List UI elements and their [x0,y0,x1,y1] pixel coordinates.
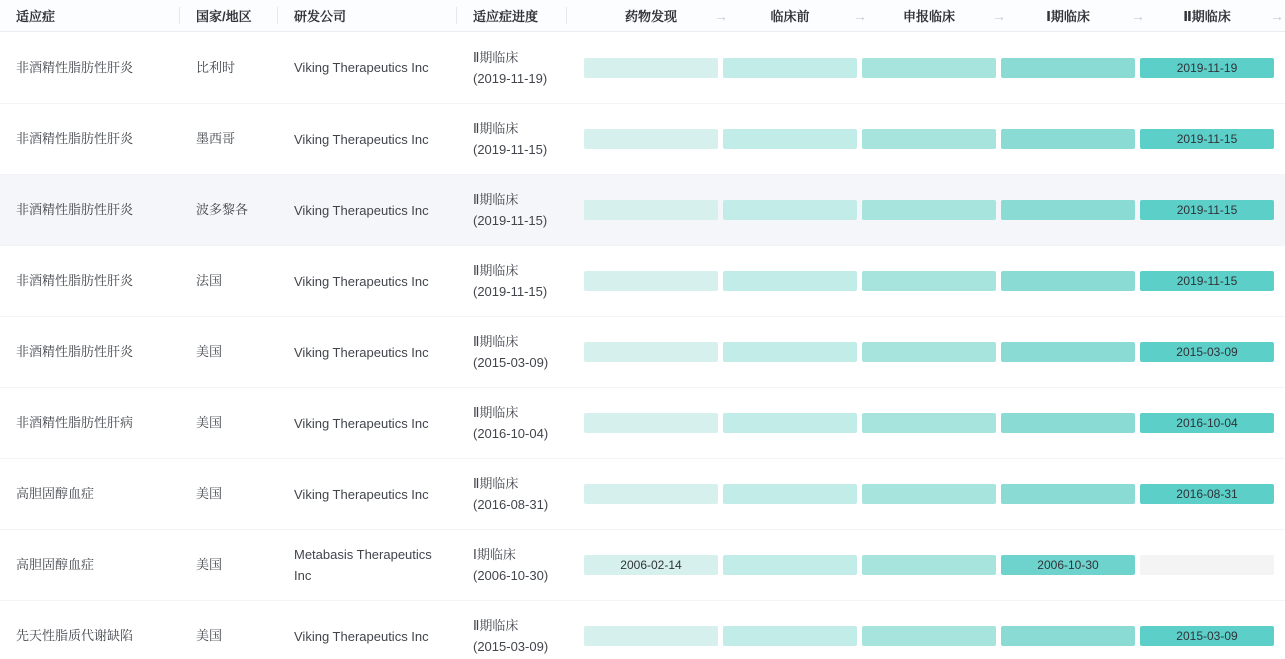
progress-date-label: (2019-11-15) [473,213,548,228]
cell-company [278,271,457,292]
table-row[interactable] [0,316,1285,387]
company-label: Viking Therapeutics Inc [294,628,429,644]
progress-stage-label: Ⅰ期临床 [473,547,516,562]
progress-stage-label: Ⅱ期临床 [473,121,519,136]
cell-country [180,58,278,78]
column-header-indication [0,0,180,31]
pipeline-segment-stage3 [862,271,996,291]
progress-date-label: (2019-11-19) [473,70,548,86]
table-header [0,0,1285,32]
arrow-right-icon: → [1270,7,1284,24]
segment-date-label: 2019-11-15 [1176,203,1238,217]
arrow-right-icon: → [1131,7,1145,24]
segment-date-label: 2016-08-31 [1176,487,1238,501]
segment-date-label: 2015-03-09 [1176,345,1238,359]
pipeline-segment-stage5 [1140,626,1274,646]
pipeline-segment-stage2 [723,342,857,362]
pipeline-segment-stage4 [1001,555,1135,575]
cell-company [278,544,457,586]
column-header-label: 国家/地区 [196,9,252,24]
country-label: 波多黎各 [196,202,249,217]
pipeline-segment-stage5 [1140,484,1274,504]
pipeline-segment-stage2 [723,271,857,291]
table-row[interactable] [0,32,1285,103]
pipeline-bar [567,555,1285,575]
cell-indication [0,271,180,291]
segment-date-label: 2006-02-14 [620,558,682,572]
column-header-progress [457,0,567,31]
pipeline-segment-stage4 [1001,626,1135,646]
arrow-right-icon: → [714,7,728,24]
progress-date-label: (2016-10-04) [473,426,549,441]
indication-label: 高胆固醇血症 [16,557,95,572]
country-label: 美国 [196,486,223,501]
stage-header-5 [1140,0,1284,31]
company-label: Viking Therapeutics Inc [294,415,429,431]
pipeline-bar [567,129,1285,149]
indication-label: 非酒精性脂肪性肝炎 [16,131,134,146]
cell-indication [0,413,180,433]
cell-country [180,129,278,149]
company-label: Viking Therapeutics Inc [294,344,429,360]
pipeline-segment-stage1 [584,555,718,575]
cell-indication [0,626,180,646]
table-row[interactable] [0,174,1285,245]
cell-country [180,555,278,575]
pipeline-segment-stage2 [723,200,857,220]
pipeline-segment-stage3 [862,413,996,433]
indication-label: 非酒精性脂肪性肝炎 [16,202,134,217]
table-row[interactable] [0,387,1285,458]
cell-progress [457,260,567,302]
cell-country [180,200,278,220]
progress-stage-label: Ⅱ期临床 [473,263,519,278]
pipeline-segment-stage4 [1001,271,1135,291]
pipeline-bar [567,413,1285,433]
stage-header-label: 申报临床 [902,9,955,24]
cell-indication [0,58,180,78]
pipeline-segment-stage5 [1140,129,1274,149]
cell-indication [0,200,180,220]
cell-company [278,129,457,150]
pipeline-segment-stage4 [1001,342,1135,362]
country-label: 墨西哥 [196,131,236,146]
pipeline-segment-stage4 [1001,484,1135,504]
pipeline-segment-stage2 [723,626,857,646]
indication-label: 非酒精性脂肪性肝炎 [16,59,134,75]
segment-date-label: 2019-11-19 [1176,60,1238,75]
pipeline-segment-stage5 [1140,342,1274,362]
column-header-company [278,0,457,31]
pipeline-segment-stage5 [1140,413,1274,433]
pipeline-segment-stage5 [1140,58,1274,78]
cell-progress [457,473,567,515]
company-label: Viking Therapeutics Inc [294,60,429,75]
company-label: Viking Therapeutics Inc [294,273,429,289]
segment-date-label: 2006-10-30 [1037,558,1099,572]
indication-label: 非酒精性脂肪性肝炎 [16,273,134,288]
cell-company [278,57,457,78]
pipeline-segment-stage4 [1001,129,1135,149]
pipeline-segment-stage1 [584,626,718,646]
stage-header-2 [723,0,867,31]
table-body [0,32,1285,659]
stage-header-label: 药物发现 [624,9,677,24]
pipeline-bar [567,271,1285,291]
arrow-right-icon: → [992,7,1006,24]
company-label: Metabasis Therapeutics Inc [294,547,432,583]
table-row[interactable] [0,245,1285,316]
stage-header-label: Ⅰ期临床 [1046,9,1090,24]
stage-header-area [567,0,1285,31]
cell-company [278,413,457,434]
column-header-label: 适应症 [16,9,56,24]
indication-label: 高胆固醇血症 [16,486,95,501]
stage-header-1 [584,0,728,31]
pipeline-segment-stage3 [862,484,996,504]
pipeline-segment-stage2 [723,484,857,504]
pipeline-segment-stage2 [723,58,857,78]
country-label: 美国 [196,344,223,359]
indication-label: 非酒精性脂肪性肝炎 [16,344,134,359]
company-label: Viking Therapeutics Inc [294,202,429,218]
progress-date-label: (2019-11-15) [473,142,548,157]
progress-stage-label: Ⅱ期临床 [473,49,519,65]
segment-date-label: 2019-11-15 [1176,274,1238,288]
table-row[interactable] [0,103,1285,174]
column-header-label: 适应症进度 [473,9,539,24]
cell-progress [457,118,567,160]
pipeline-segment-stage1 [584,200,718,220]
cell-country [180,271,278,291]
pipeline-segment-stage3 [862,58,996,78]
pipeline-segment-stage3 [862,129,996,149]
cell-country [180,484,278,504]
stage-header-label: 临床前 [770,9,810,24]
pipeline-segment-stage1 [584,271,718,291]
pipeline-segment-stage5 [1140,555,1274,575]
company-label: Viking Therapeutics Inc [294,486,429,502]
cell-country [180,413,278,433]
company-label: Viking Therapeutics Inc [294,131,429,147]
table-row[interactable] [0,529,1285,600]
progress-stage-label: Ⅱ期临床 [473,192,519,207]
pipeline-segment-stage4 [1001,200,1135,220]
stage-header-3 [862,0,1006,31]
cell-company [278,626,457,647]
pipeline-bar [567,484,1285,504]
cell-progress [457,331,567,373]
pipeline-segment-stage3 [862,626,996,646]
cell-company [278,342,457,363]
pipeline-segment-stage1 [584,58,718,78]
cell-progress [457,189,567,231]
country-label: 法国 [196,273,223,288]
pipeline-bar [567,200,1285,220]
pipeline-bar [567,58,1285,78]
pipeline-segment-stage4 [1001,58,1135,78]
progress-date-label: (2019-11-15) [473,284,548,299]
indication-label: 先天性脂质代谢缺陷 [16,628,134,643]
indication-label: 非酒精性脂肪性肝病 [16,415,134,430]
stage-header-label: Ⅱ期临床 [1183,9,1231,24]
pipeline-segment-stage1 [584,342,718,362]
cell-country [180,626,278,646]
progress-stage-label: Ⅱ期临床 [473,618,519,633]
country-label: 美国 [196,415,223,430]
stage-header-4 [1001,0,1145,31]
cell-progress [457,47,567,89]
pipeline-segment-stage5 [1140,271,1274,291]
pipeline-bar [567,626,1285,646]
pipeline-segment-stage3 [862,200,996,220]
pipeline-segment-stage2 [723,413,857,433]
progress-stage-label: Ⅱ期临床 [473,405,519,420]
cell-indication [0,555,180,575]
country-label: 美国 [196,557,223,572]
country-label: 美国 [196,628,223,643]
progress-date-label: (2015-03-09) [473,639,549,654]
cell-company [278,200,457,221]
progress-stage-label: Ⅱ期临床 [473,476,519,491]
pipeline-segment-stage1 [584,484,718,504]
progress-date-label: (2015-03-09) [473,355,549,370]
cell-indication [0,484,180,504]
pipeline-segment-stage4 [1001,413,1135,433]
pipeline-segment-stage1 [584,413,718,433]
table-row[interactable] [0,600,1285,659]
cell-progress [457,615,567,657]
pipeline-bar [567,342,1285,362]
progress-date-label: (2006-10-30) [473,568,549,583]
arrow-right-icon: → [853,7,867,24]
segment-date-label: 2015-03-09 [1176,629,1238,643]
country-label: 比利时 [196,59,236,75]
cell-indication [0,342,180,362]
pipeline-segment-stage3 [862,555,996,575]
cell-progress [457,544,567,586]
cell-country [180,342,278,362]
segment-date-label: 2019-11-15 [1176,132,1238,146]
column-header-label: 研发公司 [294,9,347,24]
cell-company [278,484,457,505]
table-row[interactable] [0,458,1285,529]
progress-date-label: (2016-08-31) [473,497,549,512]
column-header-country [180,0,278,31]
pipeline-segment-stage1 [584,129,718,149]
pipeline-segment-stage5 [1140,200,1274,220]
cell-progress [457,402,567,444]
pipeline-segment-stage2 [723,129,857,149]
cell-indication [0,129,180,149]
progress-stage-label: Ⅱ期临床 [473,334,519,349]
segment-date-label: 2016-10-04 [1176,416,1238,430]
pipeline-segment-stage2 [723,555,857,575]
pipeline-segment-stage3 [862,342,996,362]
